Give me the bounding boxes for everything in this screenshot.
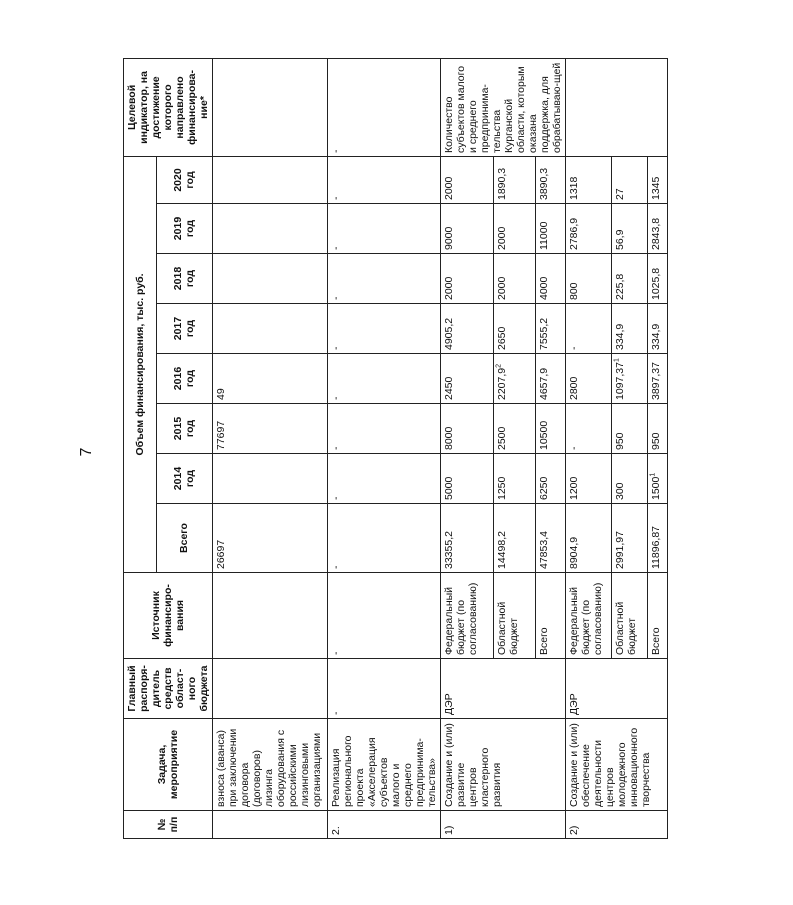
cell-2018: 800 [566, 254, 612, 304]
cell-2017: 2650 [494, 304, 536, 354]
cell-2018: 225,8 [612, 254, 648, 304]
header-2020: 2020 год [156, 156, 212, 203]
cell-source: Областной бюджет [494, 573, 536, 659]
cell-2016: 2800 [566, 354, 612, 404]
cell-2019 [213, 204, 328, 254]
cell-2020: 3890,3 [535, 156, 565, 203]
cell-2015: - [328, 404, 441, 454]
cell-total: 33355,2 [441, 504, 494, 573]
cell-task: Создание и (или) обеспечение деятельности центров молодежного инновационного творчества [566, 719, 668, 811]
header-2015: 2015 год [156, 404, 212, 454]
cell-source: Областной бюджет [612, 573, 648, 659]
cell-source: Всего [648, 573, 668, 659]
cell-2015: 8000 [441, 404, 494, 454]
cell-2016 [494, 354, 536, 404]
cell-2020: 27 [612, 156, 648, 203]
cell-2016: 3897,37 [648, 354, 668, 404]
cell-total: 47853,4 [535, 504, 565, 573]
cell-2014: 1200 [566, 454, 612, 504]
cell-2016: - [328, 354, 441, 404]
cell-manager: ДЭР [441, 659, 566, 719]
cell-source: Федеральный бюджет (по согласованию) [441, 573, 494, 659]
cell-source: Всего [535, 573, 565, 659]
cell-2015: - [566, 404, 612, 454]
rotated-table-container [123, 59, 793, 839]
cell-total: 2991,97 [612, 504, 648, 573]
cell-total: 8904,9 [566, 504, 612, 573]
cell-2014: - [328, 454, 441, 504]
cell-2017: 7555,2 [535, 304, 565, 354]
cell-2016-value: 2207,9 [496, 367, 509, 400]
cell-manager: ДЭР [566, 659, 668, 719]
table-row-2 [328, 58, 441, 838]
header-volume: Объем финансирования, тыс. руб. [124, 156, 157, 572]
footnote-mark: 2 [495, 363, 503, 368]
header-row-1 [124, 58, 157, 838]
cell-2019: 9000 [441, 204, 494, 254]
cell-2014: 1250 [494, 454, 536, 504]
cell-2020: 1318 [566, 156, 612, 203]
cell-2018 [213, 254, 328, 304]
cell-2015: 10500 [535, 404, 565, 454]
cell-2017 [213, 304, 328, 354]
cell-2017: 334,9 [612, 304, 648, 354]
cell-2014 [213, 454, 328, 504]
header-manager: Главный распоря-дитель средств област-ного бюджета [124, 659, 213, 719]
cell-2020: 1890,3 [494, 156, 536, 203]
cell-2015: 2500 [494, 404, 536, 454]
cell-total: - [328, 504, 441, 573]
table-row-1-federal [441, 58, 494, 838]
header-source: Источник финансиро-вания [124, 573, 213, 659]
cell-source: Федеральный бюджет (по согласованию) [566, 573, 612, 659]
cell-2018: 2000 [494, 254, 536, 304]
cell-num: 2) [566, 811, 668, 839]
cell-2017: 334,9 [648, 304, 668, 354]
cell-2016: 2450 [441, 354, 494, 404]
header-2014: 2014 год [156, 454, 212, 504]
footnote-mark: 1 [649, 472, 657, 477]
header-2019: 2019 год [156, 204, 212, 254]
cell-2016 [612, 354, 648, 404]
cell-num: 2. [328, 811, 441, 839]
cell-task: Создание и (или) развитие центров кластерного развития [441, 719, 566, 811]
financing-table [123, 58, 668, 839]
cell-2014-value: 1500 [650, 476, 662, 500]
header-num: № п/п [124, 811, 213, 839]
cell-2017: - [328, 304, 441, 354]
cell-total: 14498,2 [494, 504, 536, 573]
header-task: Задача, мероприятие [124, 719, 213, 811]
cell-2018: 4000 [535, 254, 565, 304]
cell-2020: - [328, 156, 441, 203]
cell-indicator [213, 58, 328, 156]
cell-total: 11896,87 [648, 504, 668, 573]
cell-2016: 49 [213, 354, 328, 404]
header-total: Всего [156, 504, 212, 573]
cell-2018: 1025,8 [648, 254, 668, 304]
cell-2019: 11000 [535, 204, 565, 254]
cell-indicator: Количество субъектов малого и среднего предпринима-тельства Курганской области, которым оказана поддержка, для обрабатываю-щей [441, 58, 566, 156]
header-indicator: Целевой индикатор, на достижение которого направлено финансирова-ние* [124, 58, 213, 156]
cell-2018: - [328, 254, 441, 304]
page-number: 7 [78, 447, 95, 457]
cell-task: взноса (аванса) при заключении договора (договоров) лизинга оборудования с российскими лизинговыми организациями [213, 719, 328, 811]
cell-2017: 4905,2 [441, 304, 494, 354]
cell-manager: - [328, 659, 441, 719]
cell-source: - [328, 573, 441, 659]
cell-2014: 300 [612, 454, 648, 504]
cell-total: 26697 [213, 504, 328, 573]
cell-2015: 77697 [213, 404, 328, 454]
cell-2014: 6250 [535, 454, 565, 504]
cell-2020: 2000 [441, 156, 494, 203]
cell-2015: 950 [648, 404, 668, 454]
cell-2019: 2000 [494, 204, 536, 254]
cell-2020 [213, 156, 328, 203]
cell-num [213, 811, 328, 839]
cell-manager [213, 659, 328, 719]
header-2018: 2018 год [156, 254, 212, 304]
cell-2018: 2000 [441, 254, 494, 304]
cell-indicator [566, 58, 668, 156]
cell-2019: - [328, 204, 441, 254]
cell-2020: 1345 [648, 156, 668, 203]
table-row-2b-federal [566, 58, 612, 838]
header-2017: 2017 год [156, 304, 212, 354]
cell-2016-value: 1097,37 [614, 362, 626, 400]
cell-2019: 56,9 [612, 204, 648, 254]
cell-2014: 5000 [441, 454, 494, 504]
cell-source [213, 573, 328, 659]
cell-num: 1) [441, 811, 566, 839]
cell-2016: 4657,9 [535, 354, 565, 404]
cell-task: Реализация регионального проекта «Акселерация субъектов малого и среднего предпринима-тельства» [328, 719, 441, 811]
header-2016: 2016 год [156, 354, 212, 404]
cell-2019: 2843,8 [648, 204, 668, 254]
footnote-mark: 1 [613, 358, 621, 363]
table-row-leasing [213, 58, 328, 838]
cell-2015: 950 [612, 404, 648, 454]
cell-2019: 2786,9 [566, 204, 612, 254]
cell-2017: - [566, 304, 612, 354]
cell-2014 [648, 454, 668, 504]
cell-indicator: - [328, 58, 441, 156]
